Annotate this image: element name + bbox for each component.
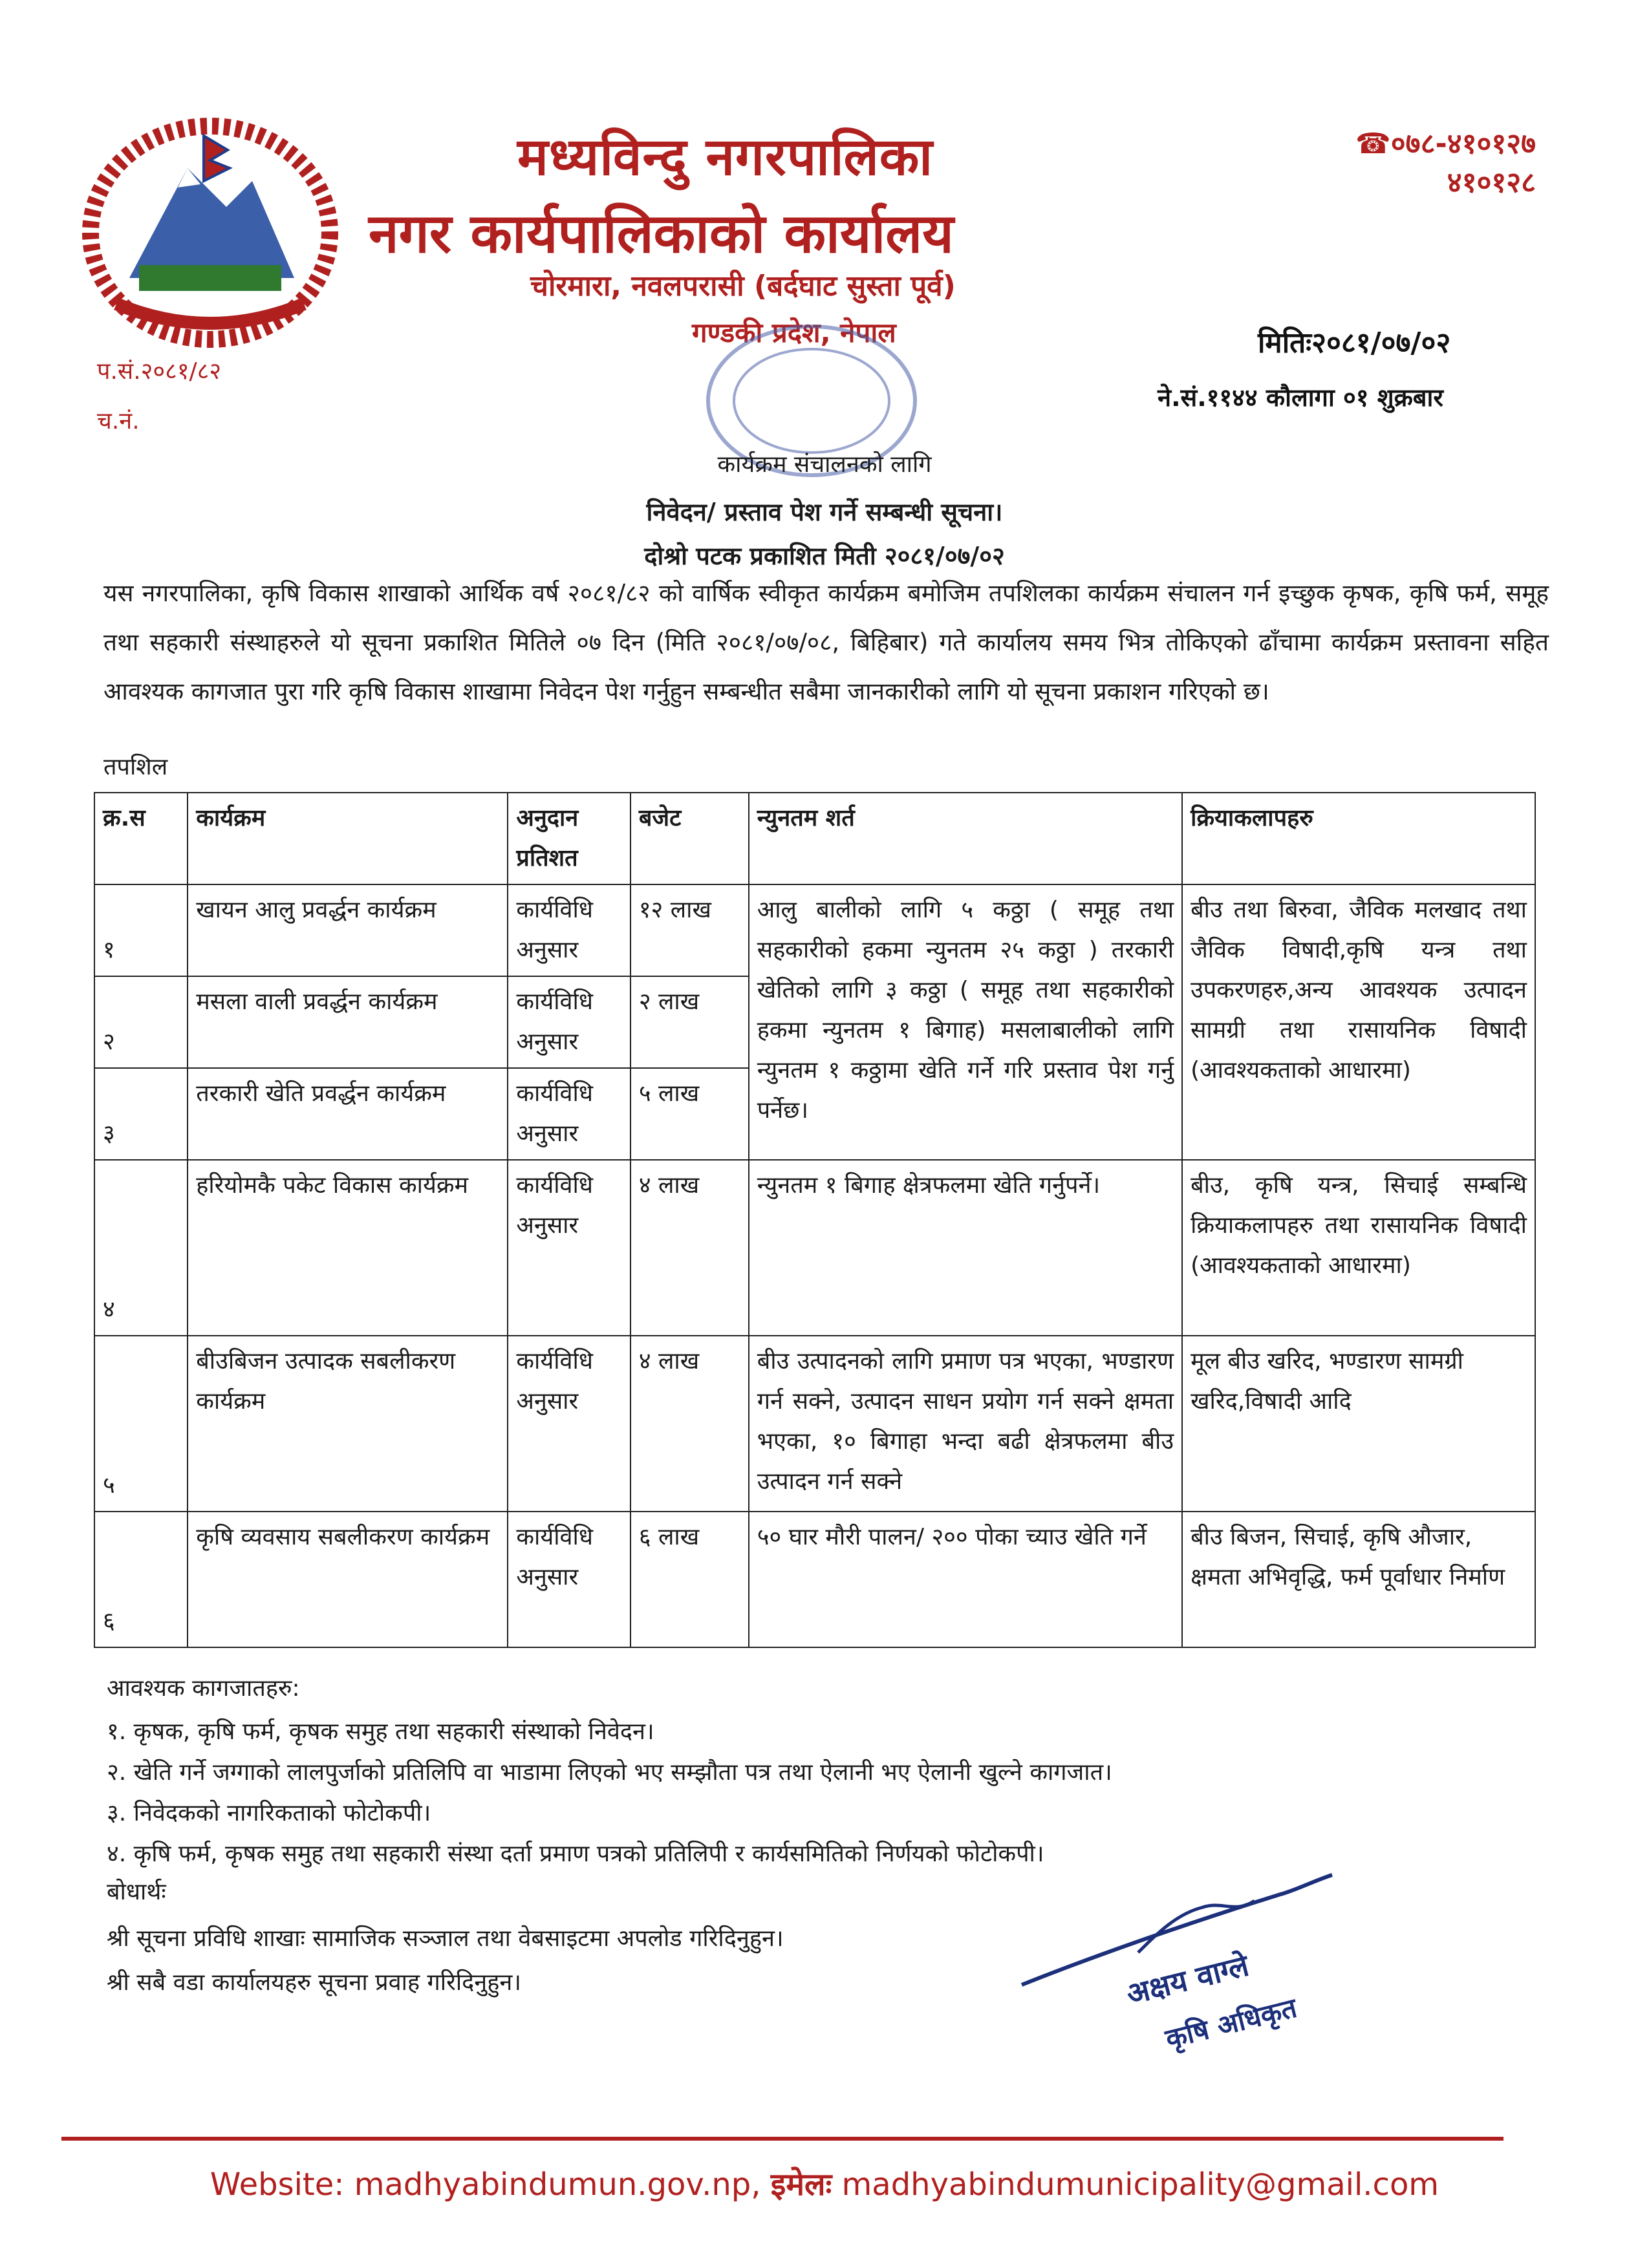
row-program: मसला वाली प्रवर्द्धन कार्यक्रम [188, 976, 508, 1068]
cc-item: श्री सूचना प्रविधि शाखाः सामाजिक सञ्जाल तथा वेबसाइटमा अपलोड गरिदिनुहुन। [107, 1925, 784, 1952]
row-activities: बीउ, कृषि यन्त्र, सिचाई सम्बन्धि क्रियाकलापहरु तथा रासायनिक विषादी (आवश्यकताको आधारमा) [1182, 1160, 1535, 1336]
header-activities: क्रियाकलापहरु [1182, 793, 1535, 884]
row-sn: ५ [94, 1336, 188, 1512]
header-condition: न्युनतम शर्त [749, 793, 1182, 884]
notice-date: मितिः२०८१/०७/०२ [1258, 326, 1451, 359]
phone-number-1: ☎०७८-४१०१२७ [1355, 127, 1536, 160]
second-publication-date: दोश्रो पटक प्रकाशित मिती २०८१/०७/०२ [644, 542, 1005, 570]
email-link[interactable]: madhyabindumunicipality@gmail.com [841, 2166, 1439, 2203]
reference-number: प.सं.२०८१/८२ [97, 358, 222, 385]
row-activities: बीउ बिजन, सिचाई, कृषि औजार, क्षमता अभिवृद्धि, फर्म पूर्वाधार निर्माण [1182, 1512, 1535, 1647]
cc-item: श्री सबै वडा कार्यालयहरु सूचना प्रवाह गरिदिनुहुन। [107, 1969, 521, 1996]
cc-title: बोधार्थः [107, 1879, 166, 1905]
table-caption: तपशिल [103, 754, 168, 780]
row-program: कृषि व्यवसाय सबलीकरण कार्यक्रम [188, 1512, 508, 1647]
province: गण्डकी प्रदेश, नेपाल [692, 317, 896, 348]
row-subsidy: कार्यविधि अनुसार [508, 1336, 630, 1512]
header-sn: क्र.स [94, 793, 188, 884]
row-sn: ३ [94, 1068, 188, 1160]
table-row [94, 884, 1535, 976]
website-link[interactable]: madhyabindumun.gov.np, [354, 2166, 761, 2203]
table-row [94, 1336, 1535, 1512]
row-activities: मूल बीउ खरिद, भण्डारण सामग्री खरिद,विषादी आदि [1182, 1336, 1535, 1512]
municipality-name: मध्यविन्दु नगरपालिका [517, 127, 934, 187]
row-subsidy: कार्यविधि अनुसार [508, 884, 630, 976]
website-label: Website: [210, 2166, 345, 2203]
table-row [94, 1512, 1535, 1647]
program-table [94, 792, 1536, 1648]
document-item: ३. निवेदकको नागरिकताको फोटोकपी। [107, 1800, 431, 1826]
email-label: इमेलः [770, 2166, 832, 2203]
document-item: १. कृषक, कृषि फर्म, कृषक समुह तथा सहकारी संस्थाको निवेदन। [107, 1718, 654, 1745]
dispatch-number: च.नं. [97, 408, 140, 434]
row-program: हरियोमकै पकेट विकास कार्यक्रम [188, 1160, 508, 1336]
row-budget: १२ लाख [630, 884, 749, 976]
row-condition: ५० घार मौरी पालन/ २०० पोका च्याउ खेति गर्ने [749, 1512, 1182, 1647]
document-item: २. खेति गर्ने जग्गाको लालपुर्जाको प्रतिलिपि वा भाडामा लिएको भए सम्झौता पत्र तथा ऐलानी भए ऐलानी खुल्ने कागजात। [107, 1759, 1112, 1786]
row-sn: ४ [94, 1160, 188, 1336]
notice-subtitle: कार्यक्रम संचालनको लागि [717, 451, 932, 478]
office-address: चोरमारा, नवलपरासी (बर्दघाट सुस्ता पूर्व) [530, 270, 956, 303]
row-program: बीउबिजन उत्पादक सबलीकरण कार्यक्रम [188, 1336, 508, 1512]
officer-name: अक्षय वाग्ले [1123, 1947, 1253, 2012]
nepal-government-emblem-icon [78, 110, 343, 349]
row-activities-merged: बीउ तथा बिरुवा, जैविक मलखाद तथा जैविक विषादी,कृषि यन्त्र तथा उपकरणहरु,अन्य आवश्यक उत्पादन सामग्री तथा रासायनिक विषादी (आवश्यकताको आधारमा) [1182, 884, 1535, 1160]
row-subsidy: कार्यविधि अनुसार [508, 1068, 630, 1160]
notice-title: निवेदन/ प्रस्ताव पेश गर्ने सम्बन्धी सूचना। [646, 498, 1003, 526]
footer-divider [61, 2137, 1503, 2141]
row-budget: २ लाख [630, 976, 749, 1068]
table-header-row [94, 793, 1535, 884]
row-sn: ६ [94, 1512, 188, 1647]
row-budget: ४ लाख [630, 1336, 749, 1512]
required-documents-title: आवश्यक कागजातहरु: [107, 1675, 300, 1702]
row-condition: न्युनतम १ बिगाह क्षेत्रफलमा खेति गर्नुपर्ने। [749, 1160, 1182, 1336]
row-subsidy: कार्यविधि अनुसार [508, 1160, 630, 1336]
officer-designation: कृषि अधिकृत [1162, 1991, 1300, 2055]
row-sn: २ [94, 976, 188, 1068]
nepal-sambat-date: ने.सं.११४४ कौलागा ०१ शुक्रबार [1158, 383, 1443, 412]
row-condition-merged: आलु बालीको लागि ५ कठ्ठा ( समूह तथा सहकारीको हकमा न्युनतम २५ कठ्ठा ) तरकारी खेतिको लागि ३ कठ्ठा ( समूह तथा सहकारीको हकमा न्युनतम १ बिगाह) मसलाबालीको लागि न्युनतम १ कठ्ठामा खेति गर्ने गरि प्रस्ताव पेश गर्नु पर्नेछ। [749, 884, 1182, 1160]
document-item: ४. कृषि फर्म, कृषक समुह तथा सहकारी संस्था दर्ता प्रमाण पत्रको प्रतिलिपी र कार्यसमितिको निर्णयको फोटोकपी। [107, 1841, 1044, 1867]
row-budget: ६ लाख [630, 1512, 749, 1647]
row-condition: बीउ उत्पादनको लागि प्रमाण पत्र भएका, भण्डारण गर्न सक्ने, उत्पादन साधन प्रयोग गर्न सक्ने क्षमता भएका, १० बिगाहा भन्दा बढी क्षेत्रफलमा बीउ उत्पादन गर्न सक्ने [749, 1336, 1182, 1512]
row-budget: ४ लाख [630, 1160, 749, 1336]
footer-contact [0, 2163, 1649, 2205]
row-sn: १ [94, 884, 188, 976]
phone-number-2: ४१०१२८ [1447, 166, 1536, 199]
row-program: खायन आलु प्रवर्द्धन कार्यक्रम [188, 884, 508, 976]
office-name: नगर कार्यपालिकाको कार्यालय [369, 202, 954, 265]
header-budget: बजेट [630, 793, 749, 884]
table-row [94, 1160, 1535, 1336]
header-subsidy: अनुदान प्रतिशत [508, 793, 630, 884]
row-budget: ५ लाख [630, 1068, 749, 1160]
row-subsidy: कार्यविधि अनुसार [508, 976, 630, 1068]
notice-body: यस नगरपालिका, कृषि विकास शाखाको आर्थिक वर्ष २०८१/८२ को वार्षिक स्वीकृत कार्यक्रम बमोजिम तपशिलका कार्यक्रम संचालन गर्न इच्छुक कृषक, कृषि फर्म, समूह तथा सहकारी संस्थाहरुले यो सूचना प्रकाशित मितिले ०७ दिन (मिति २०८१/०७/०८, बिहिबार) गते कार्यालय समय भित्र तोकिएको ढाँचामा कार्यक्रम प्रस्तावना सहित आवश्यक कागजात पुरा गरि कृषि विकास शाखामा निवेदन पेश गर्नुहुन सम्बन्धीत सबैमा जानकारीको लागि यो सूचना प्रकाशन गरिएको छ। [103, 579, 1549, 705]
header-program: कार्यक्रम [188, 793, 508, 884]
row-subsidy: कार्यविधि अनुसार [508, 1512, 630, 1647]
row-program: तरकारी खेति प्रवर्द्धन कार्यक्रम [188, 1068, 508, 1160]
